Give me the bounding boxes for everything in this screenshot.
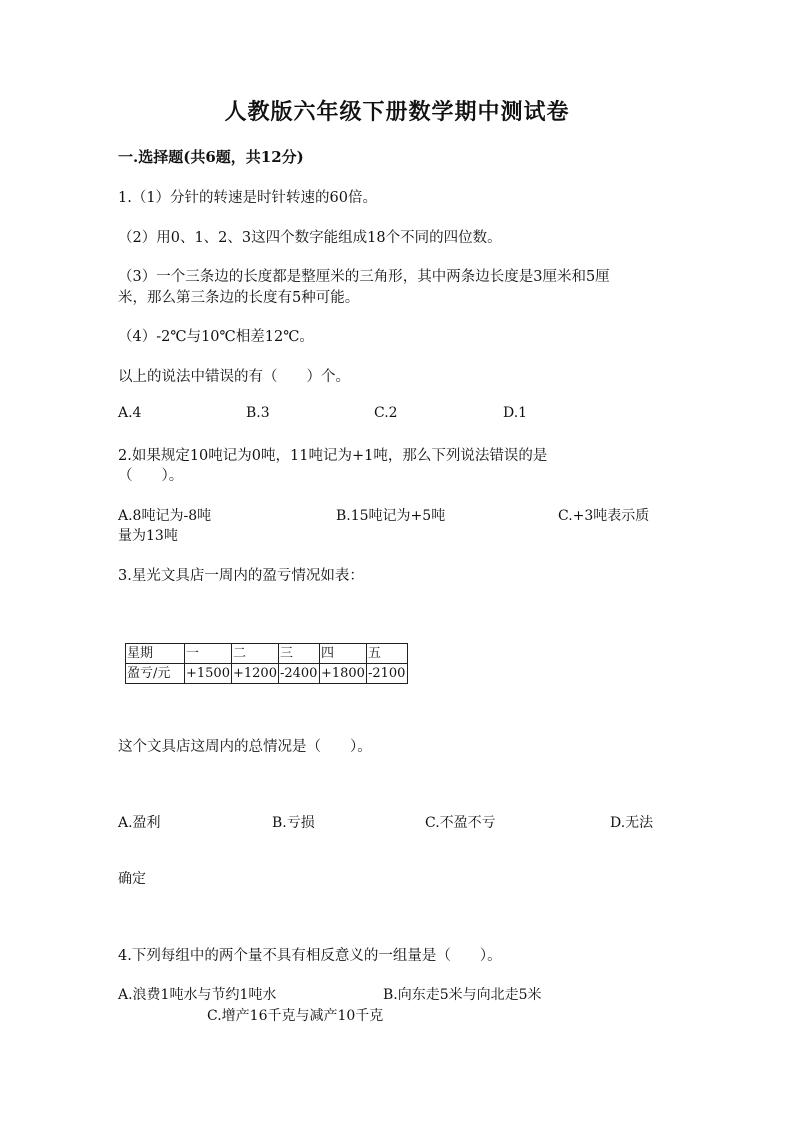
- q1-option-c[interactable]: C.2: [374, 405, 398, 421]
- q1-statement-3-cont: 米，那么第三条边的长度有5种可能。: [118, 290, 360, 306]
- q3-option-d[interactable]: D.无法: [610, 815, 654, 831]
- table-header-row: [126, 644, 408, 664]
- table-cell: 一: [185, 644, 232, 664]
- q2-stem: 2.如果规定10吨记为0吨，11吨记为+1吨，那么下列说法错误的是: [118, 448, 548, 464]
- table-cell: 三: [278, 644, 319, 664]
- q3-question: 这个文具店这周内的总情况是（ ）。: [118, 739, 372, 755]
- q1-statement-2: （2）用0、1、2、3这四个数字能组成18个不同的四位数。: [118, 230, 502, 246]
- table-cell: +1200: [231, 664, 278, 684]
- q3-option-a[interactable]: A.盈利: [118, 815, 161, 831]
- q4-option-c[interactable]: C.增产16千克与减产10千克: [207, 1008, 384, 1024]
- q4-stem: 4.下列每组中的两个量不具有相反意义的一组量是（ ）。: [118, 948, 502, 964]
- q3-option-d-cont: 确定: [118, 871, 146, 887]
- table-cell: +1500: [185, 664, 232, 684]
- q1-statement-1: 1.（1）分针的转速是时针转速的60倍。: [118, 190, 378, 206]
- table-cell: 盈亏/元: [126, 664, 185, 684]
- q2-option-c-cont: 量为13吨: [118, 528, 178, 544]
- q4-option-b[interactable]: B.向东走5米与向北走5米: [383, 987, 542, 1003]
- q2-option-a[interactable]: A.8吨记为-8吨: [118, 508, 212, 524]
- table-cell: -2400: [278, 664, 319, 684]
- table-cell: 五: [366, 644, 407, 664]
- table-cell: -2100: [366, 664, 407, 684]
- table-cell: 二: [231, 644, 278, 664]
- q2-option-b[interactable]: B.15吨记为+5吨: [336, 508, 446, 524]
- page-title: 人教版六年级下册数学期中测试卷: [224, 99, 570, 125]
- q2-option-c[interactable]: C.+3吨表示质: [558, 508, 650, 524]
- table-cell: 星期: [126, 644, 185, 664]
- profit-loss-table: [125, 643, 408, 684]
- q1-option-a[interactable]: A.4: [118, 405, 142, 421]
- q4-option-a[interactable]: A.浪费1吨水与节约1吨水: [118, 987, 277, 1003]
- q1-option-b[interactable]: B.3: [246, 405, 270, 421]
- q3-stem: 3.星光文具店一周内的盈亏情况如表：: [118, 568, 364, 584]
- table-cell: 四: [319, 644, 366, 664]
- table-cell: +1800: [319, 664, 366, 684]
- q3-option-b[interactable]: B.亏损: [272, 815, 315, 831]
- q1-statement-4: （4）-2℃与10℃相差12℃。: [118, 329, 314, 345]
- q2-stem-cont: （ ）。: [118, 468, 184, 484]
- q1-statement-3: （3）一个三条边的长度都是整厘米的三角形，其中两条边长度是3厘米和5厘: [118, 269, 610, 285]
- q1-option-d[interactable]: D.1: [503, 405, 528, 421]
- q1-stem: 以上的说法中错误的有（ ）个。: [118, 369, 350, 385]
- table-row: [126, 664, 408, 684]
- section-heading: 一.选择题(共6题，共12分): [118, 148, 304, 166]
- q3-option-c[interactable]: C.不盈不亏: [425, 815, 496, 831]
